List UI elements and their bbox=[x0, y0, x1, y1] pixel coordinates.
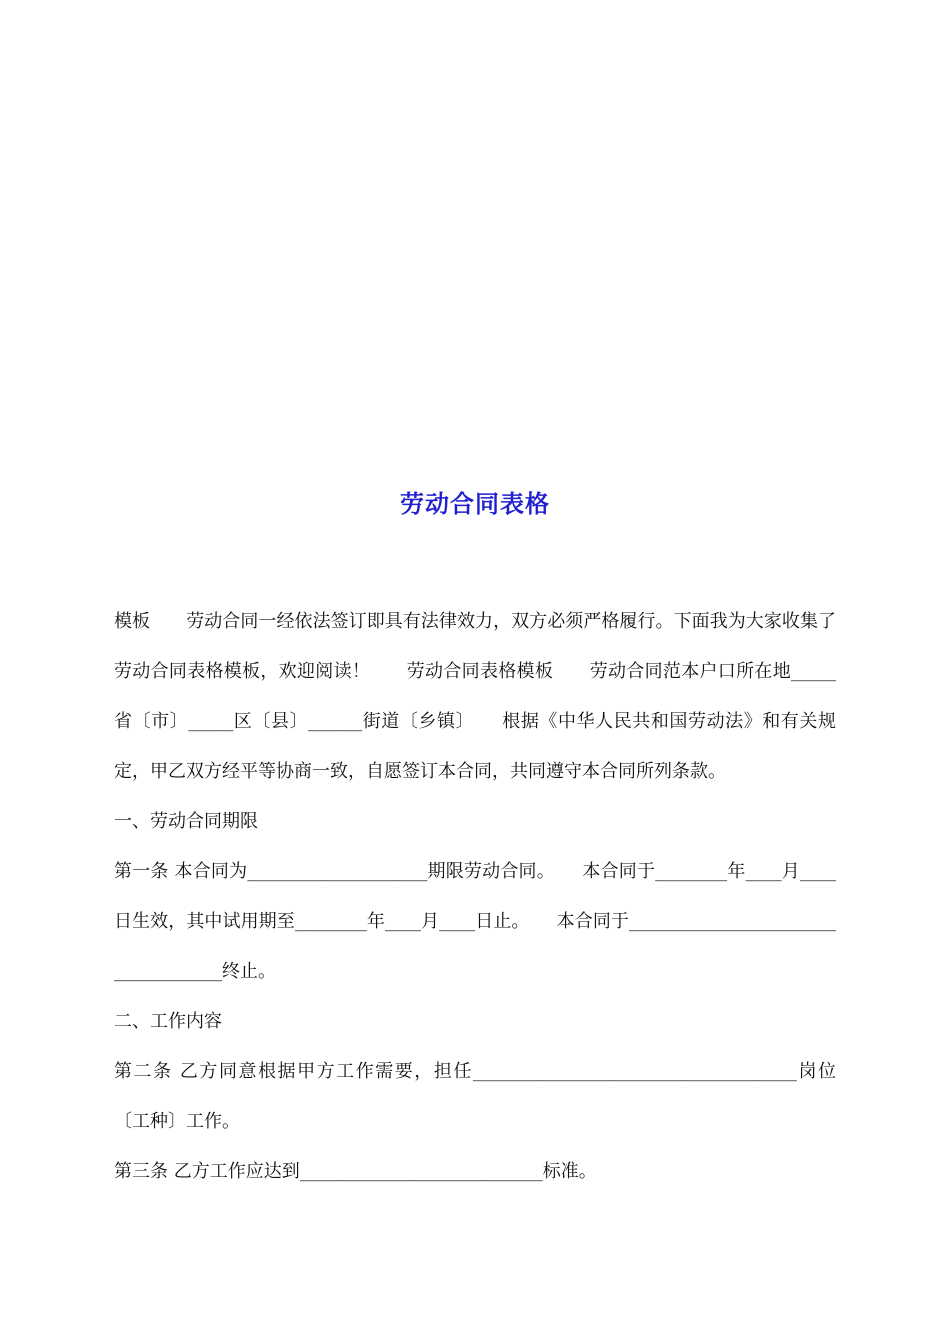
document-title: 劳动合同表格 bbox=[400, 490, 550, 518]
section-heading-contract-term: 一、劳动合同期限 bbox=[114, 811, 258, 832]
intro-paragraph: 模板 劳动合同一经依法签订即具有法律效力，双方必须严格履行。下面我为大家收集了劳动合同表格模板，欢迎阅读！ 劳动合同表格模板 劳动合同范本户口所在地_____省〔市〕_____区〔县〕______街道〔乡镇〕 根据《中华人民共和国劳动法》和有关规定，甲乙双方经平等协商一致，自愿签订本合同，共同遵守本合同所列条款。 bbox=[114, 611, 836, 782]
document-body bbox=[114, 597, 836, 1197]
article-2-paragraph: 第二条 乙方同意根据甲方工作需要，担任____________________________________岗位〔工种〕工作。 bbox=[114, 1061, 836, 1132]
section-heading-work-content: 二、工作内容 bbox=[114, 1011, 222, 1032]
article-1-paragraph: 第一条 本合同为____________________期限劳动合同。 本合同于________年____月____日生效，其中试用期至________年____月____日止。 本合同于___________________________________终止。 bbox=[114, 861, 836, 982]
article-3-paragraph: 第三条 乙方工作应达到___________________________标准。 bbox=[114, 1161, 597, 1182]
